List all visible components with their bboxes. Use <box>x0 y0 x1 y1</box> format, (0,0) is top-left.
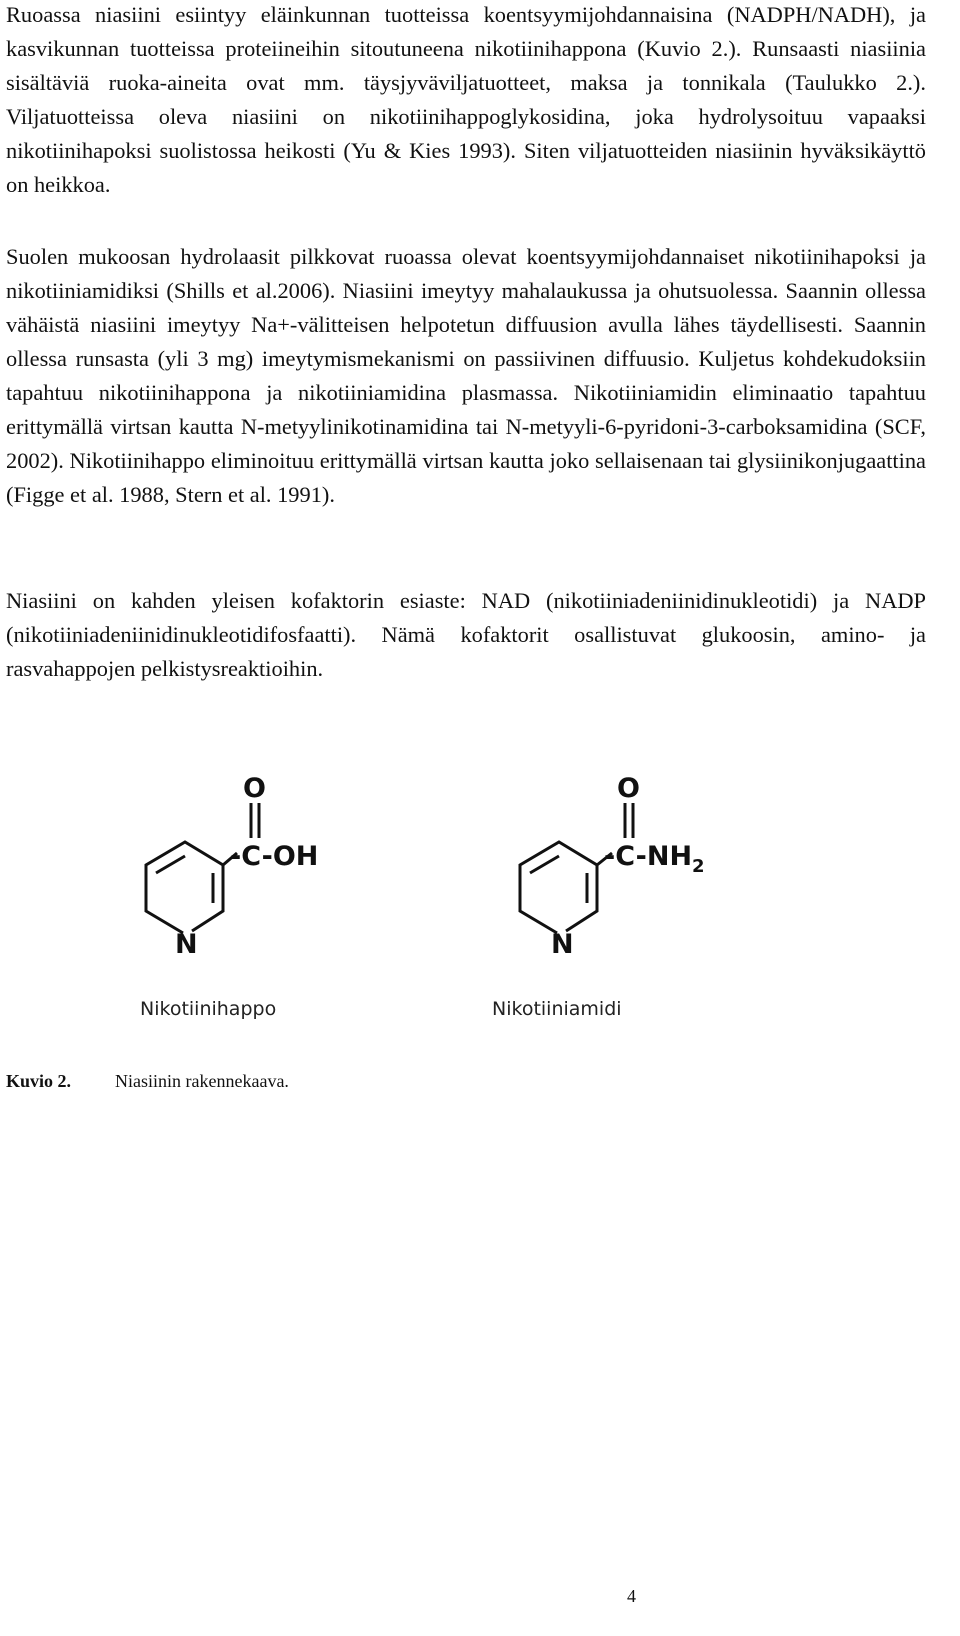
caption-text: Niasiinin rakennekaava. <box>115 1071 289 1091</box>
nicotinic-acid-name: Nikotiinihappo <box>140 998 277 1020</box>
carbonyl-oxygen-right: O <box>617 775 640 804</box>
amide-group-label: $-C-NH_2$ <box>604 841 705 877</box>
double-bond-inner-right-1 <box>530 856 559 873</box>
carbonyl-oxygen-left: O <box>243 775 266 804</box>
caption-label: Kuvio 2. <box>6 1071 72 1091</box>
niacin-structure-figure <box>120 775 820 1035</box>
carboxyl-group-label: -C-OH <box>230 841 319 872</box>
ring-nitrogen-left: N <box>175 929 198 960</box>
double-bond-inner-left-1 <box>156 856 185 873</box>
structural-formulas <box>120 775 820 1035</box>
paragraph-3: Niasiini on kahden yleisen kofaktorin esiaste: NAD (nikotiiniadeniinidinukleotidi) ja NADP (nikotiiniadeniinidinukleotidifosfaatti). Nämä kofaktorit osallistuvat glukoosin, amino- ja rasvahappojen pelkistysreaktioihin. <box>6 588 926 681</box>
paragraph-2: Suolen mukoosan hydrolaasit pilkkovat ruoassa olevat koentsyymijohdannaiset nikotiinihapoksi ja nikotiiniamidiksi (Shills et al.2006). Niasiini imeytyy mahalaukussa ja ohutsuolessa. Saannin ollessa vähäistä niasiini imeytyy Na+-välitteisen helpotetun diffuusion avulla lähes täydellisesti. Saannin ollessa runsasta (yli 3 mg) imeytymismekanismi on passiivinen diffuusio. Kuljetus kohdekudoksiin tapahtuu nikotiinihappona ja nikotiiniamidina plasmassa. Nikotiiniamidin eliminaatio tapahtuu erittymällä virtsan kautta N-metyylinikotinamidina tai N-metyyli-6-pyridoni-3-carboksamidina (SCF, 2002). Nikotiinihappo eliminoituu erittymällä virtsan kautta joko sellaisenaan tai glysiinikonjugaattina (Figge et al. 1988, Stern et al. 1991). <box>6 244 926 507</box>
paragraph-1: Ruoassa niasiini esiintyy eläinkunnan tuotteissa koentsyymijohdannaisina (NADPH/NADH), ja kasvikunnan tuotteissa proteiineihin sitoutuneena nikotiinihappona (Kuvio 2.). Runsaasti niasiinia sisältäviä ruoka-aineita ovat mm. täysjyväviljatuotteet, maksa ja tonnikala (Taulukko 2.). Viljatuotteissa oleva niasiini on nikotiinihappoglykosidina, joka hydrolysoituu vapaaksi nikotiinihapoksi suolistossa heikosti (Yu & Kies 1993). Siten viljatuotteiden niasiinin hyväksikäyttö on heikkoa. <box>6 2 926 197</box>
figure-caption <box>6 1071 289 1092</box>
ring-nitrogen-right: N <box>551 929 574 960</box>
page-number: 4 <box>627 1586 636 1606</box>
nicotinamide-name: Nikotiiniamidi <box>492 998 622 1020</box>
